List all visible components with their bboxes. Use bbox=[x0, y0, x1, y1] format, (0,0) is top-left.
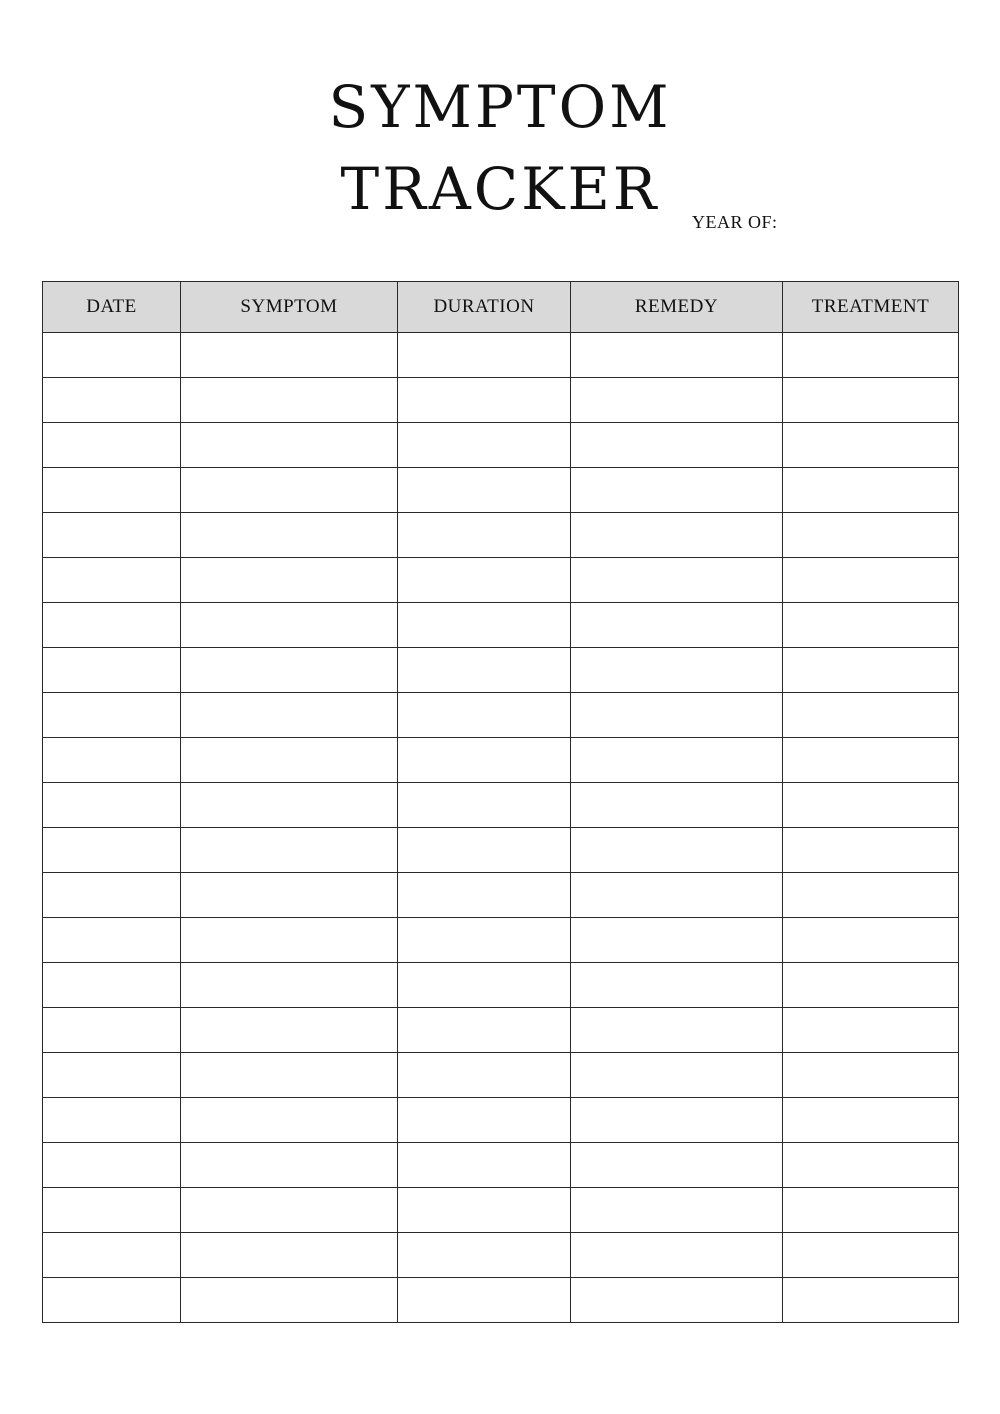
duration-cell[interactable] bbox=[398, 873, 571, 918]
table-row bbox=[43, 423, 959, 468]
duration-cell[interactable] bbox=[398, 1233, 571, 1278]
duration-cell[interactable] bbox=[398, 378, 571, 423]
treatment-cell[interactable] bbox=[783, 333, 959, 378]
date-cell[interactable] bbox=[43, 738, 181, 783]
remedy-cell[interactable] bbox=[571, 513, 783, 558]
date-cell[interactable] bbox=[43, 1278, 181, 1323]
remedy-cell[interactable] bbox=[571, 873, 783, 918]
table-row bbox=[43, 1143, 959, 1188]
treatment-cell[interactable] bbox=[783, 918, 959, 963]
remedy-cell[interactable] bbox=[571, 738, 783, 783]
remedy-cell[interactable] bbox=[571, 333, 783, 378]
table-row bbox=[43, 468, 959, 513]
symptom-cell[interactable] bbox=[181, 558, 398, 603]
duration-cell[interactable] bbox=[398, 333, 571, 378]
treatment-cell[interactable] bbox=[783, 1143, 959, 1188]
table-row bbox=[43, 1188, 959, 1233]
remedy-cell[interactable] bbox=[571, 1143, 783, 1188]
date-cell[interactable] bbox=[43, 1143, 181, 1188]
table-row bbox=[43, 513, 959, 558]
duration-cell[interactable] bbox=[398, 693, 571, 738]
table-row bbox=[43, 918, 959, 963]
duration-cell[interactable] bbox=[398, 648, 571, 693]
duration-cell[interactable] bbox=[398, 828, 571, 873]
date-cell[interactable] bbox=[43, 558, 181, 603]
treatment-cell[interactable] bbox=[783, 378, 959, 423]
table-row bbox=[43, 378, 959, 423]
treatment-cell[interactable] bbox=[783, 468, 959, 513]
symptom-cell[interactable] bbox=[181, 1188, 398, 1233]
treatment-cell[interactable] bbox=[783, 1233, 959, 1278]
remedy-cell[interactable] bbox=[571, 1008, 783, 1053]
date-cell[interactable] bbox=[43, 1008, 181, 1053]
date-cell[interactable] bbox=[43, 468, 181, 513]
date-cell[interactable] bbox=[43, 423, 181, 468]
symptom-cell[interactable] bbox=[181, 783, 398, 828]
symptom-tracker-table bbox=[42, 281, 959, 1323]
date-cell[interactable] bbox=[43, 828, 181, 873]
treatment-cell[interactable] bbox=[783, 513, 959, 558]
duration-cell[interactable] bbox=[398, 423, 571, 468]
table-row bbox=[43, 1053, 959, 1098]
table-row bbox=[43, 693, 959, 738]
remedy-cell[interactable] bbox=[571, 963, 783, 1008]
date-cell[interactable] bbox=[43, 1098, 181, 1143]
date-cell[interactable] bbox=[43, 693, 181, 738]
table-row bbox=[43, 963, 959, 1008]
table-row bbox=[43, 603, 959, 648]
symptom-cell[interactable] bbox=[181, 1053, 398, 1098]
column-header-treatment: TREATMENT bbox=[783, 282, 959, 333]
date-cell[interactable] bbox=[43, 603, 181, 648]
remedy-cell[interactable] bbox=[571, 558, 783, 603]
duration-cell[interactable] bbox=[398, 1098, 571, 1143]
treatment-cell[interactable] bbox=[783, 1188, 959, 1233]
symptom-cell[interactable] bbox=[181, 693, 398, 738]
remedy-cell[interactable] bbox=[571, 918, 783, 963]
treatment-cell[interactable] bbox=[783, 1008, 959, 1053]
table-row bbox=[43, 648, 959, 693]
treatment-cell[interactable] bbox=[783, 738, 959, 783]
symptom-cell[interactable] bbox=[181, 1278, 398, 1323]
treatment-cell[interactable] bbox=[783, 873, 959, 918]
year-of-label: YEAR OF: bbox=[692, 212, 778, 232]
duration-cell[interactable] bbox=[398, 468, 571, 513]
table-row bbox=[43, 333, 959, 378]
duration-cell[interactable] bbox=[398, 558, 571, 603]
table-header-row bbox=[43, 282, 959, 333]
duration-cell[interactable] bbox=[398, 918, 571, 963]
symptom-cell[interactable] bbox=[181, 1098, 398, 1143]
treatment-cell[interactable] bbox=[783, 1278, 959, 1323]
date-cell[interactable] bbox=[43, 873, 181, 918]
table-row bbox=[43, 738, 959, 783]
duration-cell[interactable] bbox=[398, 603, 571, 648]
table-row bbox=[43, 1098, 959, 1143]
table-row bbox=[43, 1008, 959, 1053]
duration-cell[interactable] bbox=[398, 1053, 571, 1098]
table-row bbox=[43, 1233, 959, 1278]
treatment-cell[interactable] bbox=[783, 693, 959, 738]
symptom-cell[interactable] bbox=[181, 1008, 398, 1053]
column-header-duration: DURATION bbox=[398, 282, 571, 333]
table-row bbox=[43, 1278, 959, 1323]
duration-cell[interactable] bbox=[398, 1143, 571, 1188]
treatment-cell[interactable] bbox=[783, 828, 959, 873]
date-cell[interactable] bbox=[43, 333, 181, 378]
table-row bbox=[43, 873, 959, 918]
table-row bbox=[43, 828, 959, 873]
symptom-cell[interactable] bbox=[181, 513, 398, 558]
remedy-cell[interactable] bbox=[571, 1098, 783, 1143]
symptom-cell[interactable] bbox=[181, 333, 398, 378]
symptom-cell[interactable] bbox=[181, 828, 398, 873]
duration-cell[interactable] bbox=[398, 738, 571, 783]
duration-cell[interactable] bbox=[398, 1008, 571, 1053]
symptom-cell[interactable] bbox=[181, 378, 398, 423]
duration-cell[interactable] bbox=[398, 1188, 571, 1233]
column-header-remedy: REMEDY bbox=[571, 282, 783, 333]
date-cell[interactable] bbox=[43, 963, 181, 1008]
symptom-cell[interactable] bbox=[181, 738, 398, 783]
duration-cell[interactable] bbox=[398, 963, 571, 1008]
date-cell[interactable] bbox=[43, 783, 181, 828]
remedy-cell[interactable] bbox=[571, 1233, 783, 1278]
duration-cell[interactable] bbox=[398, 513, 571, 558]
remedy-cell[interactable] bbox=[571, 648, 783, 693]
remedy-cell[interactable] bbox=[571, 378, 783, 423]
date-cell[interactable] bbox=[43, 378, 181, 423]
symptom-cell[interactable] bbox=[181, 963, 398, 1008]
symptom-cell[interactable] bbox=[181, 468, 398, 513]
remedy-cell[interactable] bbox=[571, 693, 783, 738]
column-header-symptom: SYMPTOM bbox=[181, 282, 398, 333]
date-cell[interactable] bbox=[43, 648, 181, 693]
remedy-cell[interactable] bbox=[571, 1188, 783, 1233]
treatment-cell[interactable] bbox=[783, 423, 959, 468]
date-cell[interactable] bbox=[43, 1188, 181, 1233]
treatment-cell[interactable] bbox=[783, 603, 959, 648]
table-body bbox=[43, 333, 959, 1323]
symptom-cell[interactable] bbox=[181, 1233, 398, 1278]
symptom-cell[interactable] bbox=[181, 603, 398, 648]
duration-cell[interactable] bbox=[398, 1278, 571, 1323]
remedy-cell[interactable] bbox=[571, 468, 783, 513]
treatment-cell[interactable] bbox=[783, 1098, 959, 1143]
page-title-line-2: TRACKER bbox=[340, 155, 660, 223]
remedy-cell[interactable] bbox=[571, 603, 783, 648]
treatment-cell[interactable] bbox=[783, 783, 959, 828]
column-header-date: DATE bbox=[43, 282, 181, 333]
duration-cell[interactable] bbox=[398, 783, 571, 828]
page-title-line-1: SYMPTOM bbox=[328, 73, 672, 141]
date-cell[interactable] bbox=[43, 513, 181, 558]
symptom-cell[interactable] bbox=[181, 423, 398, 468]
table-row bbox=[43, 558, 959, 603]
remedy-cell[interactable] bbox=[571, 1278, 783, 1323]
remedy-cell[interactable] bbox=[571, 828, 783, 873]
treatment-cell[interactable] bbox=[783, 648, 959, 693]
treatment-cell[interactable] bbox=[783, 558, 959, 603]
date-cell[interactable] bbox=[43, 1233, 181, 1278]
symptom-cell[interactable] bbox=[181, 1143, 398, 1188]
symptom-cell[interactable] bbox=[181, 873, 398, 918]
table-row bbox=[43, 783, 959, 828]
remedy-cell[interactable] bbox=[571, 423, 783, 468]
date-cell[interactable] bbox=[43, 1053, 181, 1098]
date-cell[interactable] bbox=[43, 918, 181, 963]
remedy-cell[interactable] bbox=[571, 783, 783, 828]
symptom-cell[interactable] bbox=[181, 648, 398, 693]
remedy-cell[interactable] bbox=[571, 1053, 783, 1098]
treatment-cell[interactable] bbox=[783, 1053, 959, 1098]
symptom-cell[interactable] bbox=[181, 918, 398, 963]
treatment-cell[interactable] bbox=[783, 963, 959, 1008]
